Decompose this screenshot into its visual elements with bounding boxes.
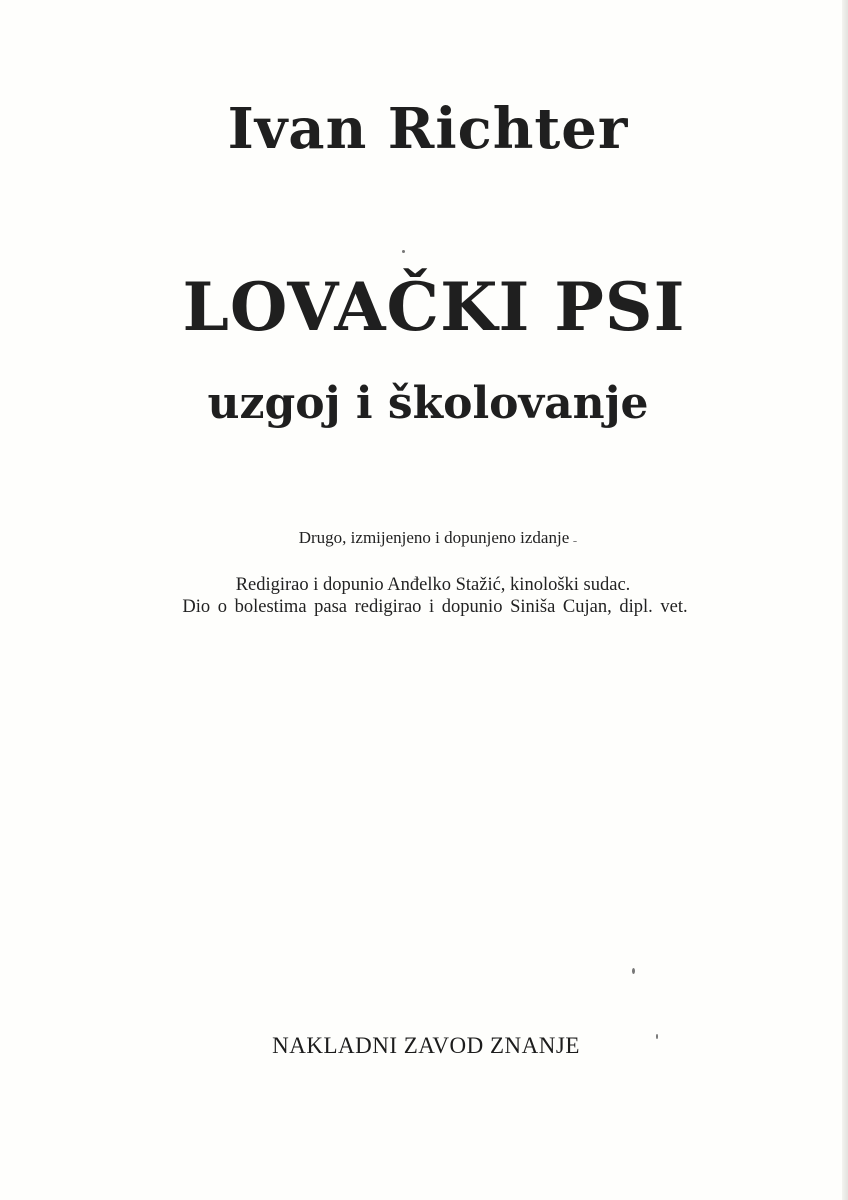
book-subtitle: uzgoj i školovanje — [207, 378, 649, 429]
credit-line: Redigirao i dopunio Anđelko Stažić, kinološki sudac. — [235, 575, 631, 595]
paper-speck — [656, 1034, 658, 1039]
paper-speck — [632, 968, 635, 974]
publisher-name: NAKLADNI ZAVOD ZNANJE — [272, 1033, 580, 1058]
edition-note: Drugo, izmijenjeno i dopunjeno izdanje — [298, 528, 570, 547]
paper-speck — [402, 250, 405, 253]
author-name: Ivan Richter — [227, 96, 629, 162]
credit-line: Dio o bolestima pasa redigirao i dopunio Siniša Cujan, dipl. vet. — [182, 597, 688, 617]
page-edge — [842, 0, 848, 1200]
editor-credits — [0, 574, 848, 618]
paper-speck — [573, 541, 577, 542]
book-title: LOVAČKI PSI — [182, 268, 686, 346]
